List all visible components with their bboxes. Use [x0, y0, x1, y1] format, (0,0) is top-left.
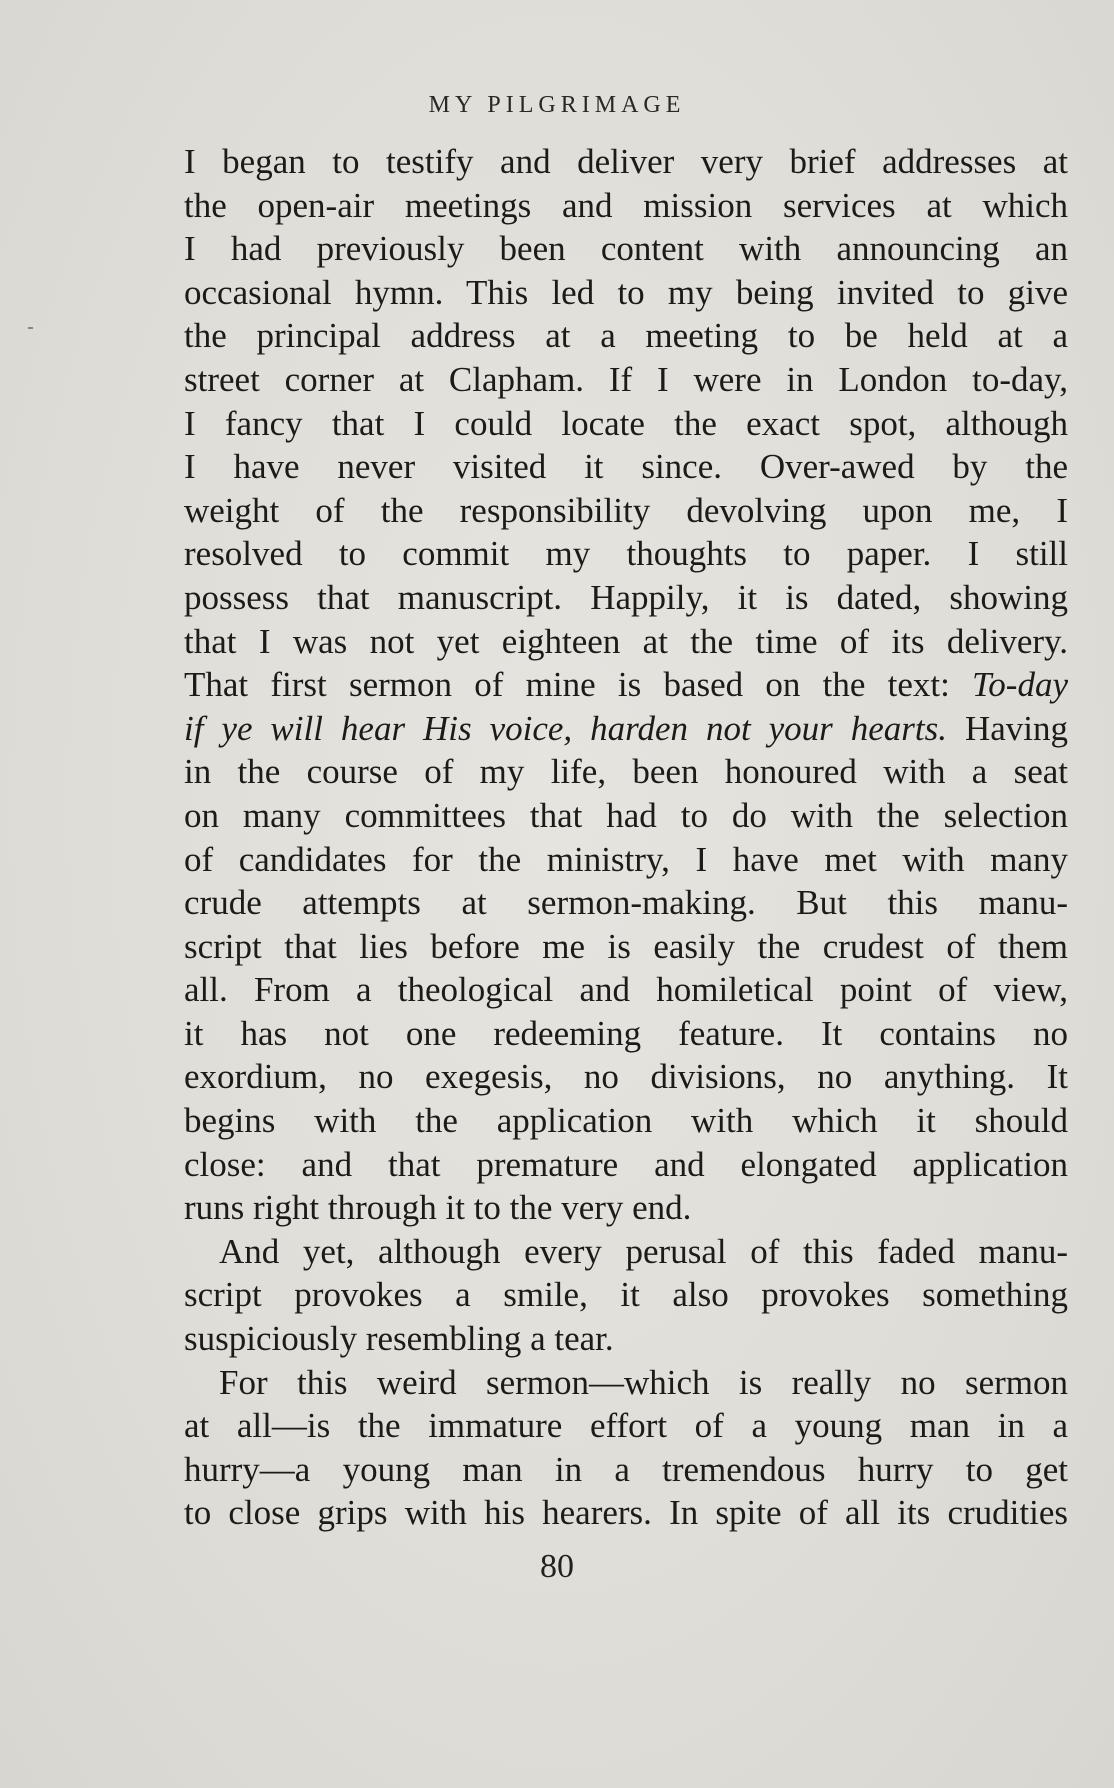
text-segment: script that lies before me is easily the crudest of them	[184, 926, 1068, 966]
text-line	[184, 1317, 1068, 1361]
text-line	[184, 358, 1068, 402]
running-head: MY PILGRIMAGE	[428, 92, 686, 118]
page-number: 80	[540, 1548, 574, 1585]
text-line	[184, 1055, 1068, 1099]
text-segment: street corner at Clapham. If I were in London to-day,	[184, 359, 1068, 399]
text-line	[184, 1491, 1068, 1535]
text-segment: that I was not yet eighteen at the time of its delivery.	[184, 621, 1068, 661]
text-line	[184, 620, 1068, 664]
text-segment: script provokes a smile, it also provokes something	[184, 1275, 1068, 1315]
text-segment: I had previously been content with announcing an	[184, 229, 1068, 269]
text-segment: at all—is the immature effort of a young man in a	[184, 1406, 1068, 1446]
text-line	[184, 1404, 1068, 1448]
page-speck	[28, 327, 33, 329]
text-segment: it has not one redeeming feature. It contains no	[184, 1013, 1068, 1053]
italic-segment: To-day	[972, 665, 1068, 705]
text-line	[184, 1099, 1068, 1143]
text-line	[184, 227, 1068, 271]
text-line	[184, 663, 1068, 707]
body-text	[184, 140, 1068, 1535]
text-line	[184, 881, 1068, 925]
paragraph	[184, 1230, 1068, 1361]
text-segment: the open-air meetings and mission services at which	[184, 185, 1068, 225]
text-line	[184, 184, 1068, 228]
text-segment: Having	[947, 708, 1068, 748]
text-line	[184, 750, 1068, 794]
text-segment: in the course of my life, been honoured with a seat	[184, 752, 1068, 792]
italic-segment: if ye will hear His voice, harden not your hearts.	[184, 708, 947, 748]
text-segment: of candidates for the ministry, I have met with many	[184, 839, 1068, 879]
text-segment: begins with the application with which it should	[184, 1101, 1068, 1141]
text-line	[184, 489, 1068, 533]
text-line	[184, 838, 1068, 882]
text-line	[184, 271, 1068, 315]
text-segment: I fancy that I could locate the exact spot, although	[184, 403, 1068, 443]
text-segment: runs right through it to the very end.	[184, 1188, 692, 1228]
text-line	[184, 140, 1068, 184]
text-line	[184, 1448, 1068, 1492]
text-line	[184, 1361, 1068, 1405]
text-segment: That first sermon of mine is based on the text:	[184, 665, 973, 705]
paragraph	[184, 140, 1068, 1230]
text-segment: weight of the responsibility devolving upon me, I	[184, 490, 1068, 530]
text-segment: exordium, no exegesis, no divisions, no anything. It	[184, 1057, 1068, 1097]
text-line	[184, 576, 1068, 620]
text-segment: I have never visited it since. Over-awed by the	[184, 447, 1068, 487]
text-line	[184, 968, 1068, 1012]
text-line	[184, 707, 1068, 751]
text-segment: For this weird sermon—which is really no sermon	[219, 1362, 1068, 1402]
text-segment: crude attempts at sermon-making. But this manu-	[184, 883, 1068, 923]
text-line	[184, 532, 1068, 576]
text-line	[184, 1186, 1068, 1230]
text-segment: the principal address at a meeting to be held at a	[184, 316, 1068, 356]
text-segment: all. From a theological and homiletical point of view,	[184, 970, 1068, 1010]
text-segment: possess that manuscript. Happily, it is dated, showing	[184, 577, 1068, 617]
text-line	[184, 794, 1068, 838]
text-line	[184, 1273, 1068, 1317]
text-segment: to close grips with his hearers. In spite of all its crudities	[184, 1493, 1068, 1533]
text-segment: close: and that premature and elongated application	[184, 1144, 1068, 1184]
text-line	[184, 314, 1068, 358]
text-segment: hurry—a young man in a tremendous hurry to get	[184, 1449, 1068, 1489]
text-segment: occasional hymn. This led to my being invited to give	[184, 272, 1068, 312]
text-line	[184, 402, 1068, 446]
paragraph	[184, 1361, 1068, 1535]
text-line	[184, 445, 1068, 489]
text-segment: resolved to commit my thoughts to paper. I still	[184, 534, 1068, 574]
text-line	[184, 1012, 1068, 1056]
text-segment: I began to testify and deliver very brief addresses at	[184, 142, 1068, 181]
text-segment: And yet, although every perusal of this faded manu-	[219, 1231, 1068, 1271]
text-line	[184, 1143, 1068, 1187]
text-line	[184, 925, 1068, 969]
text-segment: suspiciously resembling a tear.	[184, 1319, 614, 1359]
text-segment: on many committees that had to do with the selection	[184, 795, 1068, 835]
text-line	[184, 1230, 1068, 1274]
